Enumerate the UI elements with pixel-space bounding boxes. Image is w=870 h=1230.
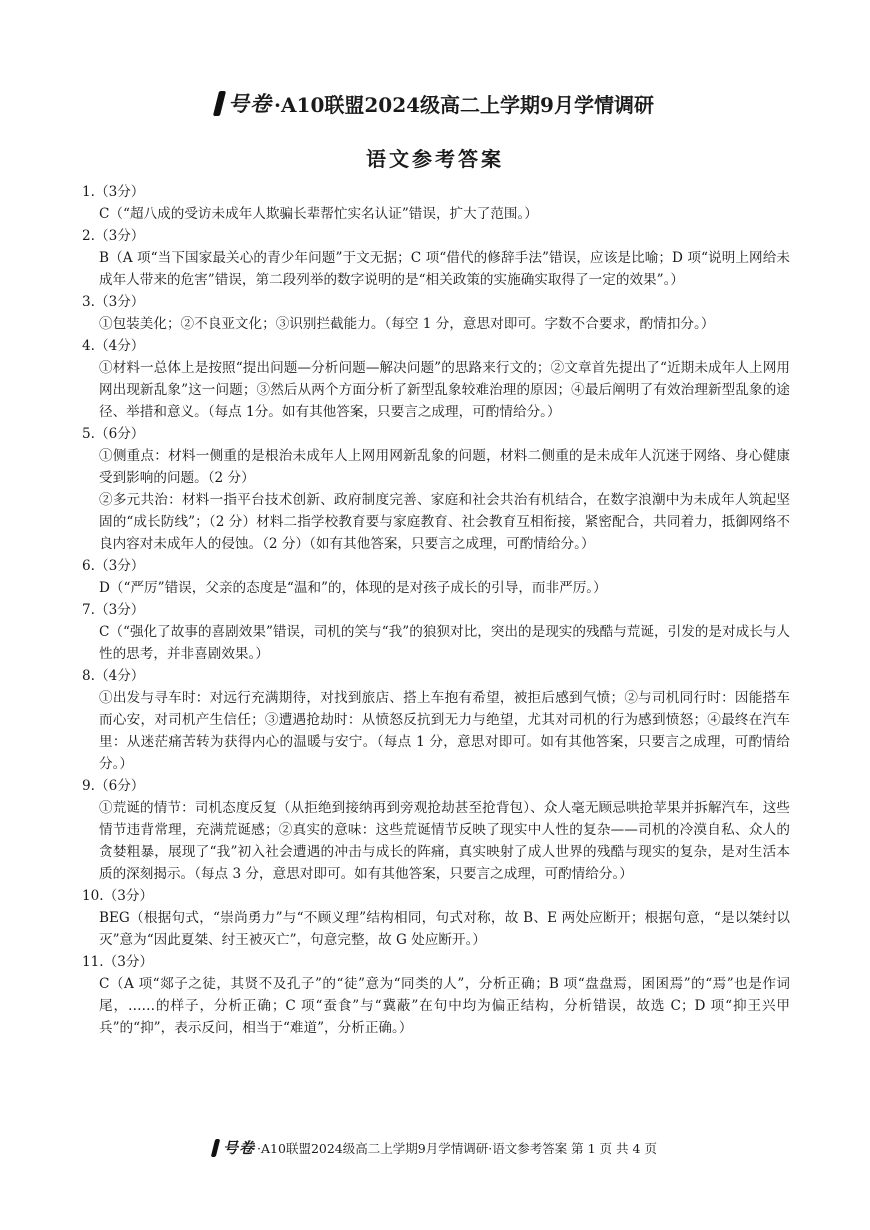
answer-paragraph: D（“严厉”错误，父亲的态度是“温和”的，体现的是对孩子成长的引导，而非严厉。）	[99, 580, 607, 596]
question-number: 10.（3分）	[82, 888, 154, 904]
answer-text	[82, 687, 790, 775]
answer-item	[82, 885, 790, 951]
page-title	[216, 88, 654, 118]
answer-item	[82, 599, 790, 665]
question-number: 1.（3分）	[82, 184, 145, 200]
logo-text: 号卷	[228, 91, 273, 116]
answer-paragraph: ①材料一总体上是按照“提出问题—分析问题—解决问题”的思路来行文的；②文章首先提出了“近期未成年人上网用网出现新乱象”这一问题；③然后从两个方面分析了新型乱象较难治理的原因；④最后阐明了有效治理新型乱象的途径、举措和意义。（每点 1分。如有其他答案，只要言之成理，可酌情给分。）	[99, 360, 790, 420]
question-number: 3.（3分）	[82, 294, 145, 310]
question-number: 7.（3分）	[82, 602, 145, 618]
question-number: 4.（4分）	[82, 338, 145, 354]
answer-text	[82, 577, 790, 599]
answer-item	[82, 665, 790, 775]
page-subtitle: 语文参考答案	[366, 147, 504, 171]
brush-stroke-icon	[213, 91, 226, 116]
answer-paragraph: ②多元共治：材料一指平台技术创新、政府制度完善、家庭和社会共治有机结合，在数字浪潮中为未成年人筑起坚固的“成长防线”；（2 分）材料二指学校教育要与家庭教育、社会教育互相衔接，紧密配合，共同着力，抵御网络不良内容对未成年人的侵蚀。（2 分）（如有其他答案，只要言之成理，可酌情给分。）	[99, 492, 790, 552]
answer-item	[82, 335, 790, 423]
answer-paragraph: C（“强化了故事的喜剧效果”错误，司机的笑与“我”的狼狈对比，突出的是现实的残酷与荒诞，引发的是对成长与人性的思考，并非喜剧效果。）	[99, 624, 790, 662]
answer-paragraph: C（“超八成的受访未成年人欺骗长辈帮忙实名认证”错误，扩大了范围。）	[99, 206, 538, 222]
answer-paragraph: C（A 项“郯子之徒，其贤不及孔子”的“徒”意为“同类的人”，分析正确；B 项“盘盘焉，囷囷焉”的“焉”也是作词尾，……的样子，分析正确；C 项“蚕食”与“冀蔽”在句中均为偏正结构，分析错误，故选 C；D 项“抑王兴甲兵”的“抑”，表示反问，相当于“难道”，分析正确。）	[99, 976, 790, 1036]
answer-text	[82, 247, 790, 291]
question-number: 2.（3分）	[82, 228, 145, 244]
footer-logo-text: 号卷	[223, 1139, 256, 1157]
title-text: ·A10联盟2024级高二上学期9月学情调研	[274, 92, 654, 117]
answer-text	[82, 907, 790, 951]
answer-text	[82, 357, 790, 423]
answer-text	[82, 445, 790, 555]
answer-paragraph: ①侧重点：材料一侧重的是根治未成年人上网用网新乱象的问题，材料二侧重的是未成年人沉迷于网络、身心健康受到影响的问题。（2 分）	[99, 448, 790, 486]
answer-item	[82, 775, 790, 885]
answer-text	[82, 203, 790, 225]
brush-stroke-icon	[211, 1139, 220, 1157]
page-footer	[0, 1137, 870, 1158]
question-number: 6.（3分）	[82, 558, 145, 574]
answer-item	[82, 951, 790, 1039]
answer-paragraph: ①包装美化；②不良亚文化；③识别拦截能力。（每空 1 分，意思对即可。字数不合要求，酌情扣分。）	[99, 316, 715, 332]
answer-item	[82, 555, 790, 599]
question-number: 8.（4分）	[82, 668, 145, 684]
answer-text	[82, 797, 790, 885]
answer-text	[82, 621, 790, 665]
footer-logo	[213, 1137, 255, 1158]
answer-item	[82, 181, 790, 225]
page-header	[0, 88, 870, 120]
answer-paragraph: BEG（根据句式，“崇尚勇力”与“不顾义理”结构相同，句式对称，故 B、E 两处应断开；根据句意，“是以桀纣以灭”意为“因此夏桀、纣王被灭亡”，句意完整，故 G 处应断开。）	[99, 910, 790, 948]
question-number: 5.（6分）	[82, 426, 145, 442]
question-number: 9.（6分）	[82, 778, 145, 794]
answer-text	[82, 973, 790, 1039]
question-number: 11.（3分）	[82, 954, 154, 970]
answer-paragraph: ①出发与寻车时：对远行充满期待，对找到旅店、搭上车抱有希望，被拒后感到气愤；②与司机同行时：因能搭车而心安，对司机产生信任；③遭遇抢劫时：从愤怒反抗到无力与绝望，尤其对司机的行为感到愤怒；④最终在汽车里：从迷茫痛苦转为获得内心的温暖与安宁。（每点 1 分，意思对即可。如有其他答案，只要言之成理，可酌情给分。）	[99, 690, 790, 772]
answer-item	[82, 291, 790, 335]
brand-logo	[216, 88, 272, 118]
answer-item	[82, 225, 790, 291]
answer-item	[82, 423, 790, 555]
answer-paragraph: B（A 项“当下国家最关心的青少年问题”于文无据；C 项“借代的修辞手法”错误，应该是比喻；D 项“说明上网给未成年人带来的危害”错误，第二段列举的数字说明的是“相关政策的实施确实取得了一定的效果”。）	[99, 250, 790, 288]
answer-list	[82, 181, 790, 1039]
answer-text	[82, 313, 790, 335]
answer-paragraph: ①荒诞的情节：司机态度反复（从拒绝到接纳再到旁观抢劫甚至抢背包）、众人毫无顾忌哄抢苹果并拆解汽车，这些情节违背常理，充满荒诞感；②真实的意味：这些荒诞情节反映了现实中人性的复杂——司机的冷漠自私、众人的贪婪粗暴，展现了“我”初入社会遭遇的冲击与成长的阵痛，真实映射了成人世界的残酷与现实的复杂，是对生活本质的深刻揭示。（每点 3 分，意思对即可。如有其他答案，只要言之成理，可酌情给分。）	[99, 800, 790, 882]
footer-text: ·A10联盟2024级高二上学期9月学情调研·语文参考答案 第 1 页 共 4 页	[257, 1140, 657, 1156]
